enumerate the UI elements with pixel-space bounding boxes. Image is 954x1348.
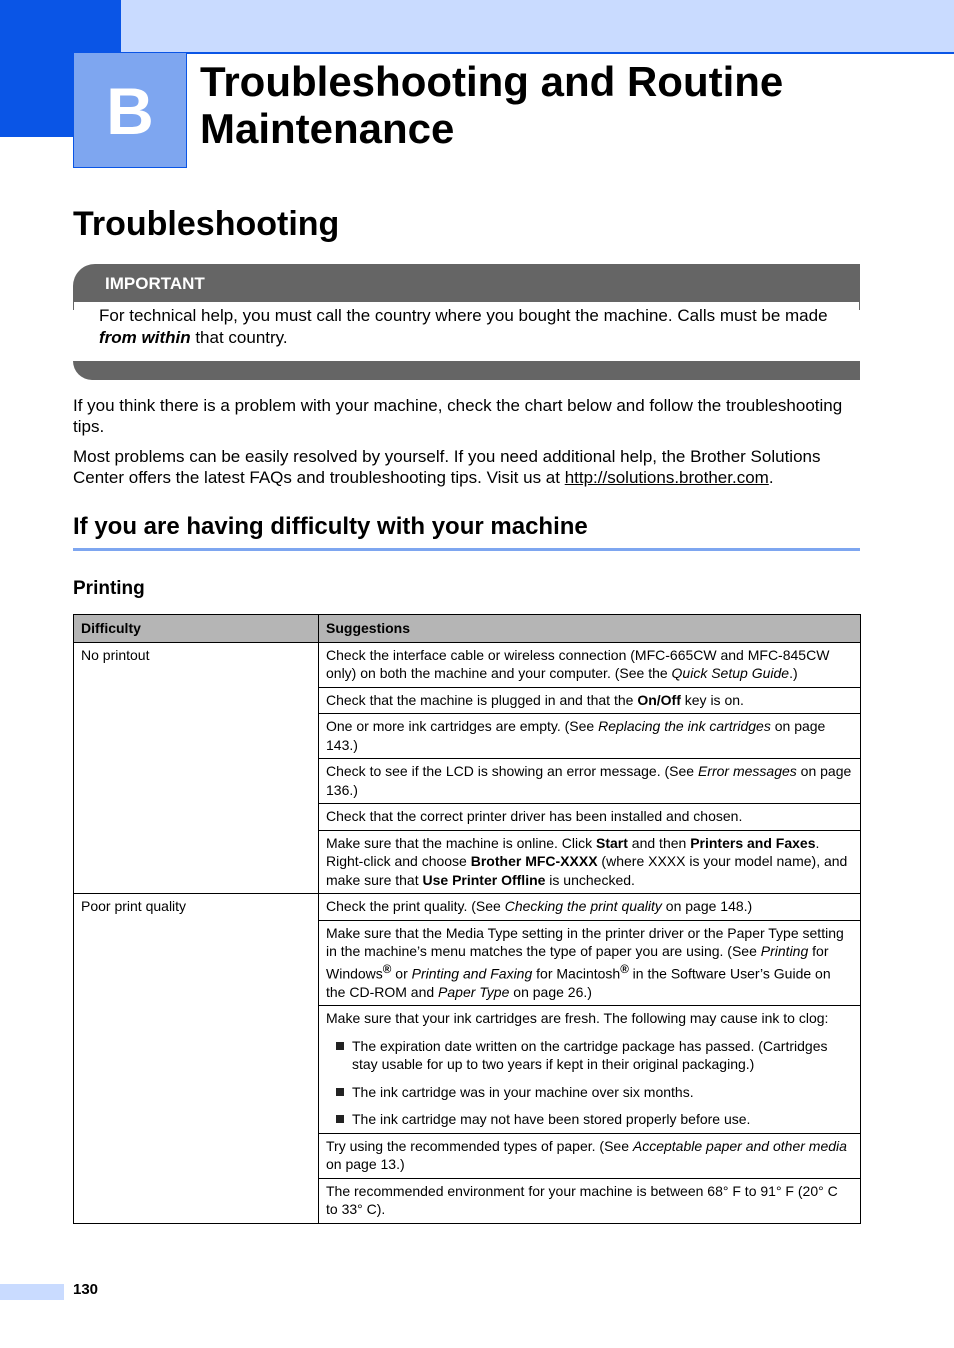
suggestion-cell: Make sure that the machine is online. Click Start and then Printers and Faxes. Right-click and choose Brother MFC-XXXX (where XXXX is your model name), and make sure that Use Printer Offline is unchecked. — [319, 830, 861, 894]
suggestion-cell: Check the print quality. (See Checking the print quality on page 148.) — [319, 894, 861, 921]
table-header-row — [74, 615, 861, 643]
suggestion-cell: Check that the machine is plugged in and that the On/Off key is on. — [319, 687, 861, 714]
important-emphasis: from within — [99, 328, 191, 347]
suggestion-cell: Check that the correct printer driver has been installed and chosen. — [319, 804, 861, 831]
important-box-header — [73, 264, 860, 302]
suggestion-cell — [319, 1006, 861, 1134]
suggestion-intro: Make sure that your ink cartridges are fresh. The following may cause ink to clog: — [326, 1010, 829, 1027]
intro-paragraph-2: Most problems can be easily resolved by yourself. If you need additional help, the Brother Solutions Center offers the latest FAQs and troubleshooting tips. Visit us at http://solutions.brother.com. — [73, 447, 821, 487]
important-box-footer — [73, 361, 860, 380]
difficulty-cell: No printout — [74, 642, 319, 894]
footer-bar — [0, 1284, 64, 1300]
column-header-suggestions: Suggestions — [319, 615, 861, 643]
subsection-rule — [73, 548, 860, 551]
list-item: The ink cartridge may not have been stored properly before use. — [326, 1110, 853, 1129]
column-header-difficulty: Difficulty — [74, 615, 319, 643]
bullet-square-icon — [336, 1088, 344, 1096]
suggestion-cell: Check the interface cable or wireless connection (MFC-665CW and MFC-845CW only) on both the machine and your computer. (See the Quick Setup Guide.) — [319, 642, 861, 687]
important-text: For technical help, you must call the country where you bought the machine. Calls must be made from within that country. — [99, 306, 828, 347]
table-row — [74, 642, 861, 687]
important-label: IMPORTANT — [105, 274, 205, 293]
bullet-square-icon — [336, 1042, 344, 1050]
important-box-edge — [859, 302, 860, 310]
table-row — [74, 894, 861, 921]
troubleshooting-table — [73, 614, 861, 1224]
list-item: The expiration date written on the cartridge package has passed. (Cartridges stay usable for up to two years if kept in their original packaging.) — [326, 1037, 853, 1074]
suggestion-cell: Make sure that the Media Type setting in the printer driver or the Paper Type setting in the machine’s menu matches the type of paper you are using. (See Printing for Windows® or Printing and Faxing for Macintosh® in the Software User’s Guide on the CD-ROM and Paper Type on page 26.) — [319, 920, 861, 1006]
intro-paragraph-1: If you think there is a problem with your machine, check the chart below and follow the troubleshooting tips. — [73, 396, 843, 436]
suggestion-cell: One or more ink cartridges are empty. (See Replacing the ink cartridges on page 143.) — [319, 714, 861, 759]
list-item: The ink cartridge was in your machine over six months. — [326, 1083, 853, 1102]
suggestion-cell: Check to see if the LCD is showing an error message. (See Error messages on page 136.) — [319, 759, 861, 804]
bullet-square-icon — [336, 1115, 344, 1123]
chapter-letter-box: B — [73, 52, 187, 168]
subsubsection-title: Printing — [73, 578, 145, 599]
header-band-light — [121, 0, 954, 54]
difficulty-cell: Poor print quality — [74, 894, 319, 1224]
subsection-title: If you are having difficulty with your machine — [73, 513, 588, 540]
bullet-list — [326, 1037, 853, 1129]
solutions-center-link[interactable]: http://solutions.brother.com — [564, 468, 769, 487]
important-box-edge — [73, 302, 74, 310]
page-number: 130 — [73, 1281, 99, 1298]
suggestion-cell: Try using the recommended types of paper. (See Acceptable paper and other media on page 13.) — [319, 1133, 861, 1178]
suggestion-cell: The recommended environment for your machine is between 68° F to 91° F (20° C to 33° C). — [319, 1178, 861, 1223]
chapter-title: Troubleshooting and Routine Maintenance — [200, 58, 784, 152]
section-title: Troubleshooting — [73, 205, 340, 243]
